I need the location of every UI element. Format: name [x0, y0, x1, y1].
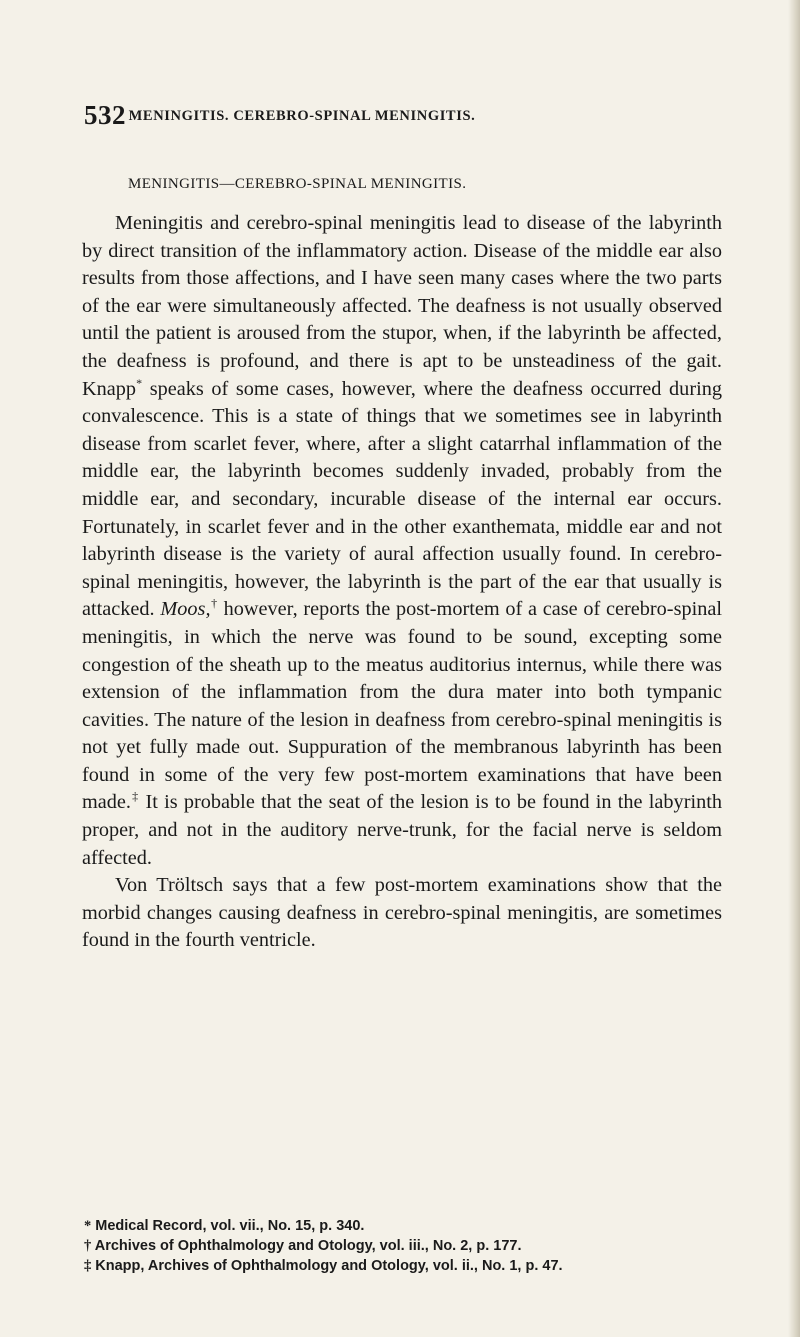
section-title: MENINGITIS—CEREBRO-SPINAL MENINGITIS. [128, 176, 467, 192]
paragraph-1-text-b: speaks of some cases, however, where the deafness occurred during convalescence. This is a state of things that we sometimes see in labyrinth disease from scarlet fever, where, after a slight catarrhal inflammation of the middle ear, the labyrinth becomes suddenly invaded, probably from the middle ear, and secondary, incurable disease of the internal ear occurs. Fortunately, in scarlet fever and in the other exanthemata, middle ear and not labyrinth disease is the variety of aural affection usually found. In cerebro-spinal meningitis, however, the labyrinth is the part of the ear that usually is attacked. [82, 377, 722, 621]
paragraph-1-text-a: Meningitis and cerebro-spinal meningitis lead to disease of the labyrinth by direct transition of the inflammatory action. Disease of the middle ear also results from those affections, and I have seen many cases where the two parts of the ear were simultaneously affected. The deafness is not usually observed until the patient is aroused from the stupor, when, if the labyrinth be affected, the deafness is profound, and there is apt to be unsteadiness of the gait. Knapp [82, 212, 722, 400]
paragraph-1-text-d: It is probable that the seat of the lesion is to be found in the labyrinth proper, and not in the auditory nerve-trunk, for the facial nerve is seldom affected. [82, 791, 722, 869]
footnote-2 [84, 1236, 724, 1256]
footnote-text: Archives of Ophthalmology and Otology, vol. iii., No. 2, p. 177. [94, 1238, 522, 1254]
body-text [82, 210, 722, 955]
footnote-text: Medical Record, vol. vii., No. 15, p. 340. [95, 1218, 365, 1234]
footnote-3 [84, 1256, 724, 1276]
author-name-moos: Moos, [160, 598, 211, 621]
paragraph-2: Von Tröltsch says that a few post-mortem examinations show that the morbid changes causing deafness in cerebro-spinal meningitis, are sometimes found in the fourth ventricle. [82, 874, 722, 952]
footnote-mark: ‡ [84, 1258, 92, 1274]
footnote-mark: † [84, 1238, 92, 1254]
footnote-mark: * [84, 1218, 92, 1234]
paragraph-1 [82, 210, 722, 872]
running-head-title: MENINGITIS. CEREBRO-SPINAL MENINGITIS. [128, 108, 476, 124]
footnote-1 [84, 1216, 724, 1236]
footnote-text: Knapp, Archives of Ophthalmology and Otology, vol. ii., No. 1, p. 47. [95, 1258, 563, 1274]
footnote-ref-1: * [136, 375, 143, 390]
footnote-ref-2: † [210, 596, 218, 611]
footnotes [84, 1216, 724, 1276]
running-head [84, 100, 724, 130]
paragraph-1-text-c: however, reports the post-mortem of a case of cerebro-spinal meningitis, in which the nerve was found to be sound, excepting some congestion of the sheath up to the meatus auditorius internus, while there was extension of the inflammation from the dura mater into both tympanic cavities. The nature of the lesion in deafness from cerebro-spinal meningitis is not yet fully made out. Suppuration of the membranous labyrinth has been found in some of the very few post-mortem examinations that have been made. [82, 598, 723, 814]
page-edge-shadow [788, 0, 800, 1337]
page-number: 532 [84, 100, 126, 130]
footnote-ref-3: ‡ [131, 789, 140, 804]
